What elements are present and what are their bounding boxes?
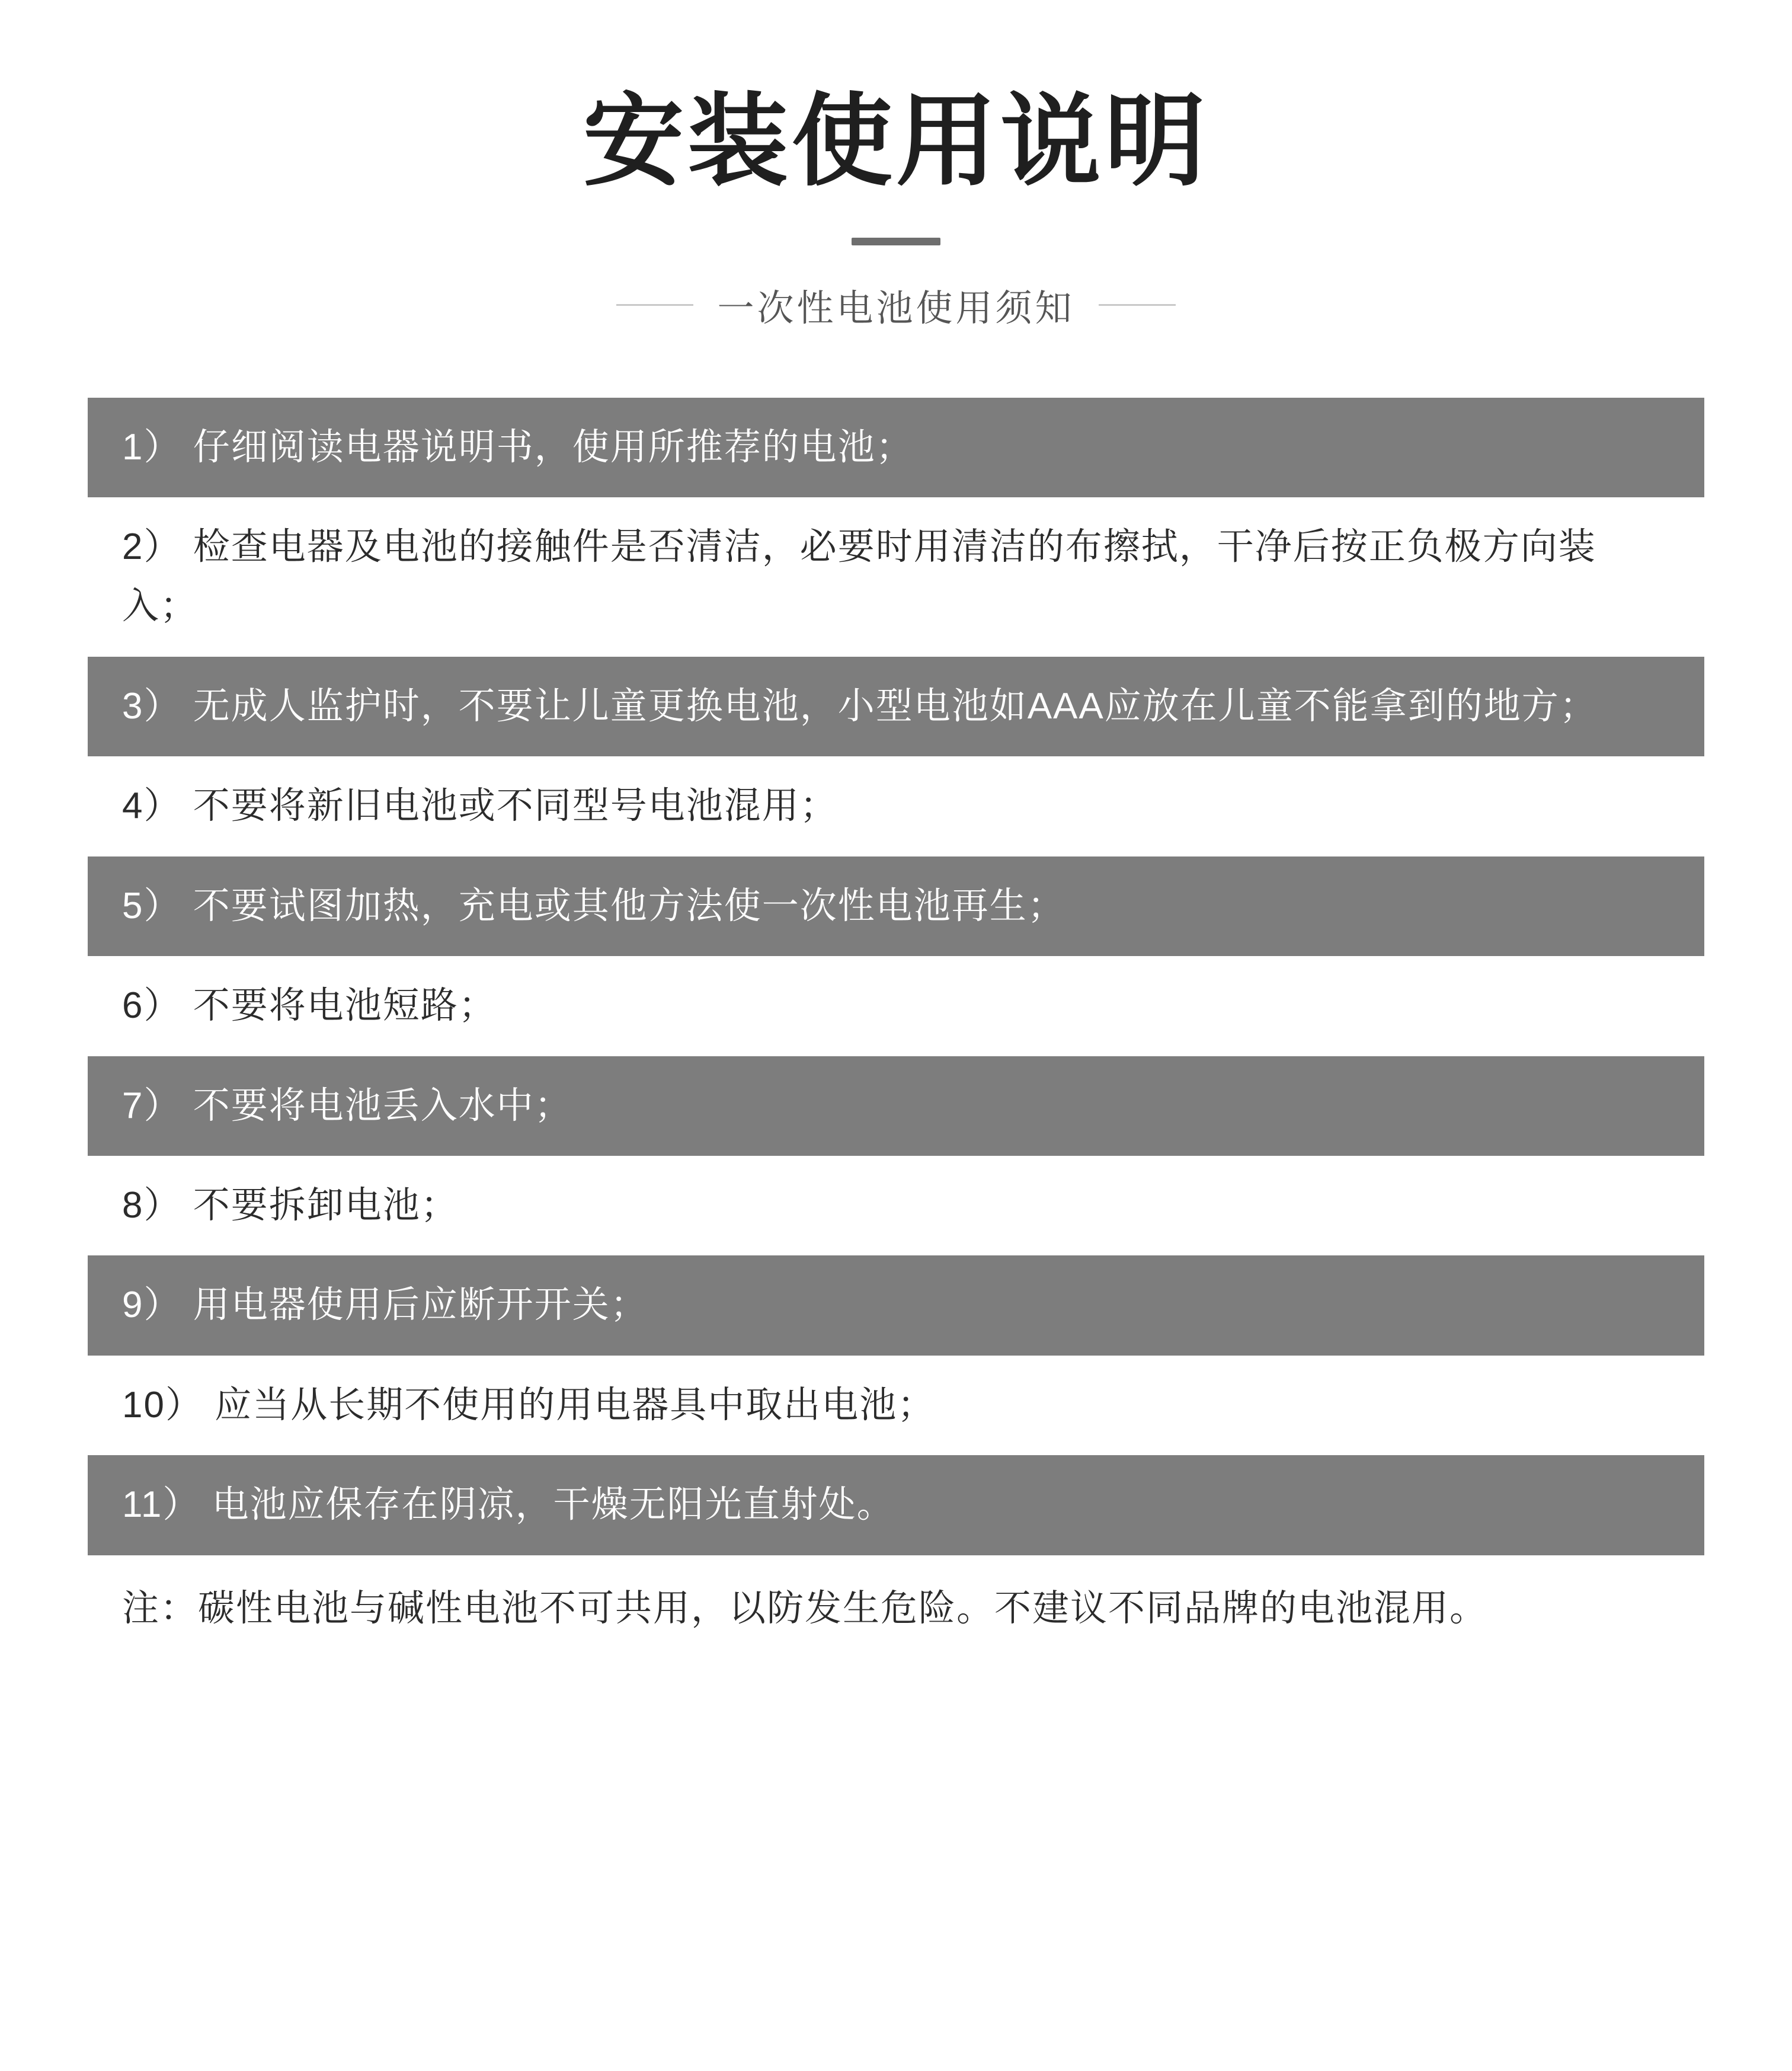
rule-text: 1） 仔细阅读电器说明书，使用所推荐的电池； — [122, 426, 914, 468]
rule-row — [88, 1156, 1704, 1255]
bottom-spacer — [0, 1685, 1792, 1756]
rule-row — [88, 1356, 1704, 1455]
subtitle-rule-right — [1099, 304, 1176, 306]
header-divider — [0, 356, 1792, 357]
page-header — [0, 0, 1792, 331]
rule-row — [88, 756, 1704, 856]
rule-text: 4） 不要将新旧电池或不同型号电池混用； — [122, 785, 838, 827]
rule-text: 3） 无成人监护时，不要让儿童更换电池，小型电池如AAA应放在儿童不能拿到的地方； — [122, 685, 1598, 727]
rule-text: 9） 用电器使用后应断开开关； — [122, 1284, 648, 1326]
rule-text: 5） 不要试图加热，充电或其他方法使一次性电池再生； — [122, 885, 1065, 926]
rule-row — [88, 497, 1704, 657]
rule-row — [88, 657, 1704, 756]
rule-text: 8） 不要拆卸电池； — [122, 1185, 459, 1226]
subtitle-rule-left — [616, 304, 693, 306]
rule-text: 6） 不要将电池短路； — [122, 985, 497, 1027]
rule-text: 7） 不要将电池丢入水中； — [122, 1085, 572, 1126]
rule-text: 10） 应当从长期不使用的用电器具中取出电池； — [122, 1384, 936, 1426]
page-subtitle: 一次性电池使用须知 — [717, 287, 1075, 329]
note-row: 注：碳性电池与碱性电池不可共用，以防发生危险。不建议不同品牌的电池混用。 — [88, 1555, 1704, 1685]
rule-row — [88, 956, 1704, 1056]
rule-row — [88, 856, 1704, 956]
subtitle-row — [0, 279, 1792, 331]
title-underline — [852, 238, 940, 245]
rule-text: 11） 电池应保存在阴凉，干燥无阳光直射处。 — [122, 1484, 895, 1526]
rule-row — [88, 1255, 1704, 1355]
rule-row — [88, 1455, 1704, 1555]
rules-list — [88, 398, 1704, 1685]
rule-text: 2） 检查电器及电池的接触件是否清洁，必要时用清洁的布擦拭，干净后按正负极方向装入； — [122, 526, 1596, 627]
page-title: 安装使用说明 — [583, 83, 1209, 200]
rule-row — [88, 398, 1704, 497]
rule-row — [88, 1056, 1704, 1156]
